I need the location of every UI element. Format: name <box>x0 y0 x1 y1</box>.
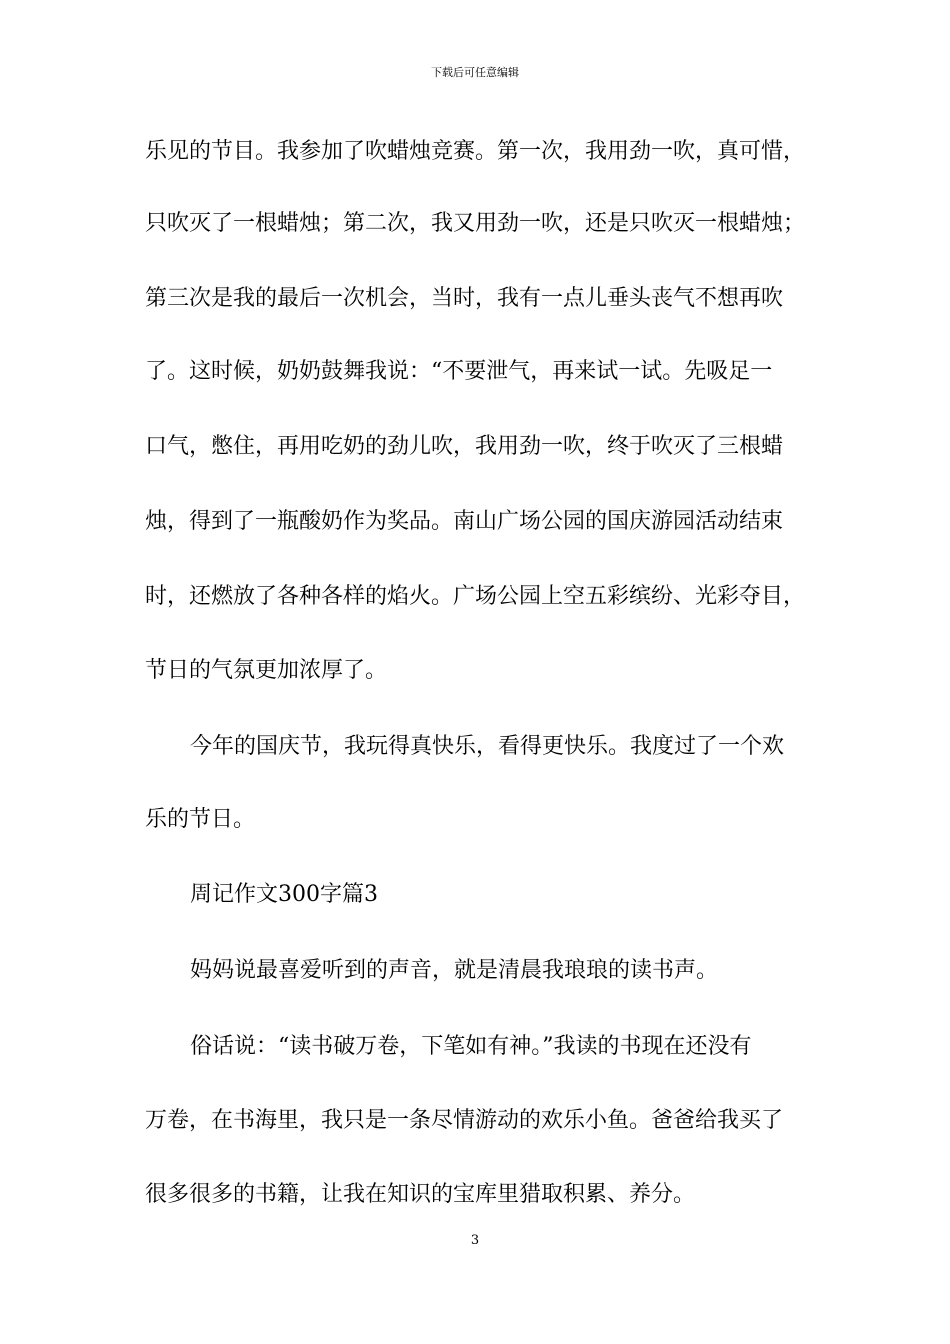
text-line: 时，还燃放了各种各样的焰火。广场公园上空五彩缤纷、光彩夺目， <box>145 584 806 609</box>
paragraph-start-line: 俗话说：“读书破万卷，下笔如有神。”我读的书现在还没有 <box>190 1034 752 1059</box>
text-line: 口气，憋住，再用吃奶的劲儿吹，我用劲一吹，终于吹灭了三根蜡 <box>145 434 784 459</box>
text-line: 很多很多的书籍，让我在知识的宝库里猎取积累、养分。 <box>145 1182 696 1207</box>
text-line: 了。这时候，奶奶鼓舞我说：“不要泄气，再来试一试。先吸足一 <box>145 359 773 384</box>
paragraph-start-line: 今年的国庆节，我玩得真快乐，看得更快乐。我度过了一个欢 <box>190 734 785 759</box>
section-heading: 周记作文300字篇3 <box>190 882 378 907</box>
text-line: 第三次是我的最后一次机会，当时，我有一点儿垂头丧气不想再吹 <box>145 286 784 311</box>
text-line: 万卷，在书海里，我只是一条尽情游动的欢乐小鱼。爸爸给我买了 <box>145 1108 784 1133</box>
text-line: 乐见的节目。我参加了吹蜡烛竞赛。第一次，我用劲一吹，真可惜， <box>145 139 806 164</box>
text-line: 节日的气氛更加浓厚了。 <box>145 658 388 683</box>
paragraph-start-line: 妈妈说最喜爱听到的声音，就是清晨我琅琅的读书声。 <box>190 958 719 983</box>
text-line: 烛，得到了一瓶酸奶作为奖品。南山广场公园的国庆游园活动结束 <box>145 509 784 534</box>
page-header: 下载后可任意编辑 <box>431 66 519 79</box>
text-line: 乐的节日。 <box>145 807 256 832</box>
page-number: 3 <box>470 1233 480 1248</box>
text-line: 只吹灭了一根蜡烛；第二次，我又用劲一吹，还是只吹灭一根蜡烛； <box>145 211 806 236</box>
